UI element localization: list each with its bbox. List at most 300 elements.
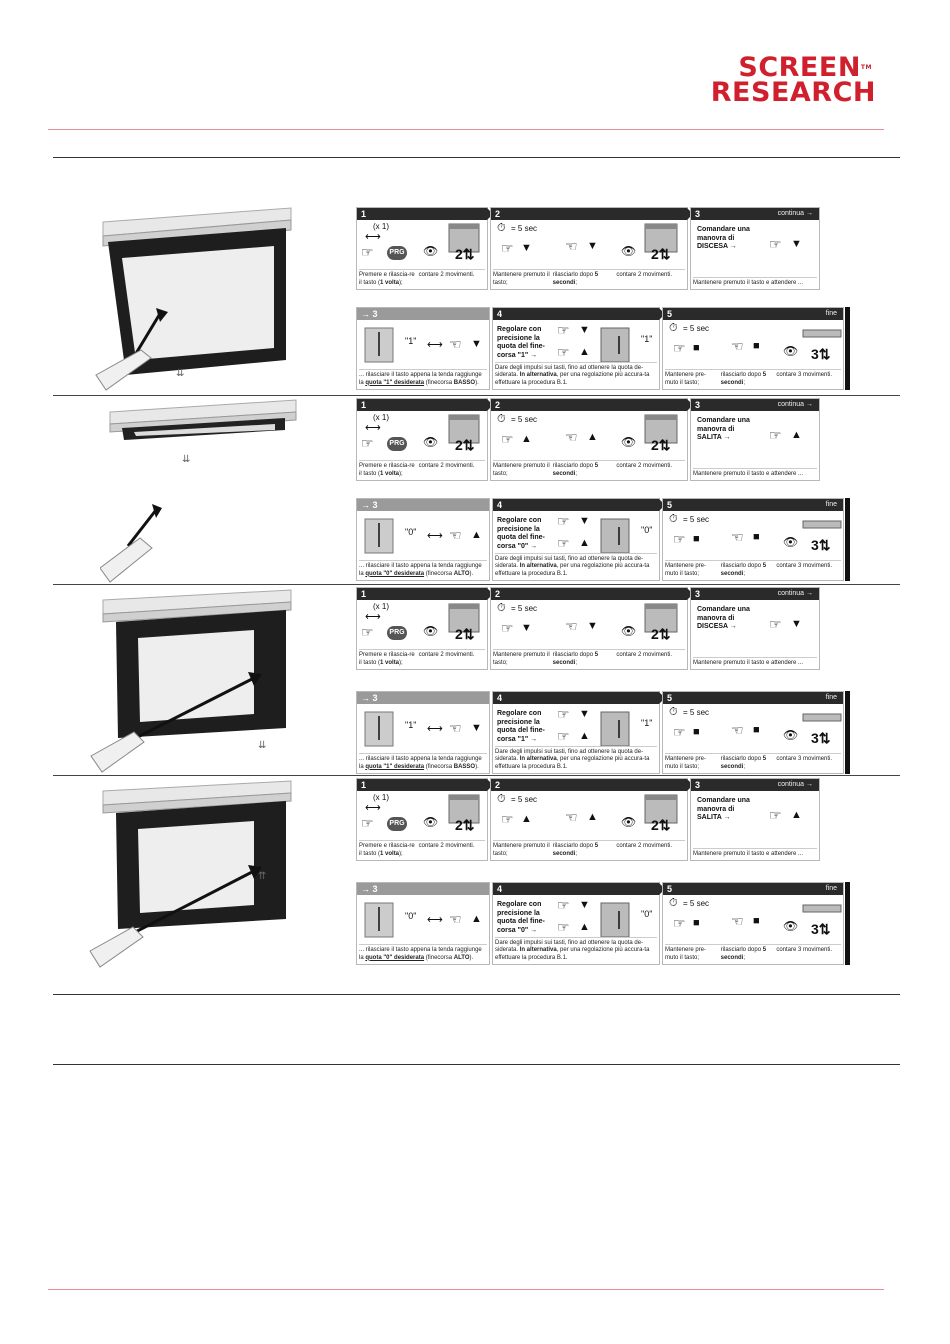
- screen-level-icon: [597, 708, 637, 750]
- double-arrow-icon: ⟷: [427, 339, 443, 351]
- step-4-icons: [495, 513, 657, 557]
- continue-label: continua →: [777, 401, 813, 408]
- caption-hold: Mantenere pre-muto il tasto;: [665, 947, 707, 961]
- press-count: (x 1): [373, 793, 389, 802]
- hand-press-icon: ☞: [769, 616, 782, 632]
- step-2-caption: [493, 460, 685, 478]
- step-3-icons: [693, 602, 817, 646]
- continue-label: continua →: [777, 590, 813, 597]
- timer-label: = 5 sec: [683, 899, 710, 908]
- step-number: [357, 588, 487, 600]
- step-3-caption: Mantenere premuto il tasto e attendere ...: [693, 277, 817, 288]
- panel-edge-bar: [845, 498, 850, 581]
- clock-icon: ⏱: [669, 513, 678, 525]
- step-number: [691, 399, 819, 411]
- step-3-instruction: Comandare una manovra di SALITA →: [697, 417, 750, 441]
- screen-level-icon: [597, 515, 637, 557]
- steps-row-top: [356, 587, 820, 670]
- step-3-instruction: Comandare una manovra di DISCESA →: [697, 606, 750, 630]
- caption-hold: Mantenere premuto il tasto;: [493, 652, 550, 666]
- hand-press-icon: ☞: [557, 344, 570, 360]
- hand-press-icon: ☞: [501, 240, 514, 256]
- caption-count: contare 2 movimenti.: [418, 463, 475, 469]
- step-5-icons: [665, 706, 841, 750]
- procedure-panel-3: [356, 587, 850, 774]
- procedure-panel-1: [356, 207, 850, 390]
- step-5-number: 5: [667, 693, 673, 703]
- step-3b-number: → 3: [361, 693, 378, 703]
- timer-label: = 5 sec: [511, 224, 538, 233]
- step-4-number: 4: [497, 500, 503, 510]
- steps-row-top: [356, 207, 820, 290]
- down-key-icon: ▼: [579, 708, 590, 720]
- caption-count: contare 3 movimenti.: [776, 372, 833, 378]
- caption-release: rilasciarlo dopo 5 secondi;: [720, 563, 767, 577]
- svg-text:⇊: ⇊: [176, 368, 185, 379]
- step-4-instruction: Regolare con precisione la quota del fine-corsa "0" →: [497, 901, 545, 934]
- step-3b-cell: [356, 307, 490, 390]
- direction-key-icon: ▼: [471, 722, 482, 734]
- eye-icon: 👁: [621, 815, 637, 829]
- step-number: [357, 308, 489, 320]
- step-5-cell: [662, 691, 844, 774]
- screen-illustration-3: [86, 588, 301, 774]
- logo-line-1: SCREEN: [738, 52, 861, 83]
- up-key-icon: ▲: [579, 921, 590, 933]
- step-3-caption: Mantenere premuto il tasto e attendere ...: [693, 848, 817, 859]
- step-5-cell: [662, 498, 844, 581]
- step-5-caption: [665, 753, 841, 771]
- eye-icon: 👁: [423, 624, 439, 638]
- stop-key-icon: ■: [693, 917, 700, 929]
- step-3b-cell: [356, 498, 490, 581]
- eye-icon: 👁: [783, 535, 799, 549]
- procedure-panel-2: [356, 398, 850, 581]
- screen-level-icon: [597, 324, 637, 366]
- step-1-caption: [359, 269, 485, 287]
- hand-release-icon: ☜: [731, 913, 744, 929]
- stop-key-icon: ■: [693, 726, 700, 738]
- hand-press-icon: ☞: [557, 513, 570, 529]
- step-2-number: 2: [495, 589, 501, 599]
- step-3b-caption: ... rilasciare il tasto appena la tenda raggiunge la quota "1" desiderata (finecorsa BASSO).: [359, 369, 487, 387]
- step-1-icons: [359, 602, 485, 646]
- step-1-caption: [359, 840, 485, 858]
- svg-text:⇊: ⇊: [258, 740, 267, 751]
- hand-release-icon: ☜: [449, 527, 462, 543]
- movement-count-icon: 2⇅: [455, 626, 475, 642]
- up-key-icon: ▲: [579, 537, 590, 549]
- hand-release-icon: ☜: [731, 338, 744, 354]
- caption-release: rilasciarlo dopo 5 secondi;: [720, 372, 767, 386]
- step-4-number: 4: [497, 884, 503, 894]
- step-number: [357, 208, 487, 220]
- step-1-icons: [359, 222, 485, 266]
- direction-key-icon: ▲: [587, 431, 598, 443]
- step-4-cell: [492, 498, 660, 581]
- continue-label: continua →: [777, 210, 813, 217]
- movement-count-icon: 2⇅: [651, 437, 671, 453]
- limit-mark: "1": [641, 718, 653, 728]
- prg-key: PRG: [387, 626, 407, 640]
- direction-key-icon: ▼: [471, 338, 482, 350]
- step-1-number: 1: [361, 400, 367, 410]
- clock-icon: ⏱: [497, 793, 506, 805]
- clock-icon: ⏱: [497, 602, 506, 614]
- up-key-icon: ▲: [579, 346, 590, 358]
- roller-icon: [801, 708, 845, 728]
- step-1-cell: [356, 207, 488, 290]
- step-number: [357, 499, 489, 511]
- footer-red-rule: [48, 1289, 884, 1290]
- screen-level-icon: [363, 515, 407, 557]
- hand-release-icon: ☜: [565, 618, 578, 634]
- direction-key-icon: ▲: [521, 433, 532, 445]
- step-5-cell: [662, 882, 844, 965]
- step-number: [493, 499, 659, 511]
- step-3b-icons: [359, 322, 487, 366]
- step-1-number: 1: [361, 589, 367, 599]
- hand-press-icon: ☞: [361, 815, 374, 831]
- step-1-cell: [356, 778, 488, 861]
- end-label: fine: [825, 310, 837, 317]
- step-number: [691, 588, 819, 600]
- eye-icon: 👁: [423, 435, 439, 449]
- stop-key-icon: ■: [693, 533, 700, 545]
- step-4-instruction: Regolare con precisione la quota del fine-corsa "0" →: [497, 517, 545, 550]
- step-3b-cell: [356, 882, 490, 965]
- caption-count: contare 2 movimenti.: [616, 272, 673, 278]
- steps-row-bottom: [356, 307, 850, 390]
- step-5-caption: [665, 369, 841, 387]
- steps-row-bottom: [356, 691, 850, 774]
- panel-edge-bar: [845, 882, 850, 965]
- limit-mark: "0": [405, 527, 417, 537]
- caption-count: contare 2 movimenti.: [616, 843, 673, 849]
- step-2-icons: [493, 222, 685, 266]
- caption-count: contare 2 movimenti.: [418, 652, 475, 658]
- stop-key-icon: ■: [753, 724, 760, 736]
- hand-press-icon: ☞: [557, 897, 570, 913]
- step-number: [493, 308, 659, 320]
- step-3-number: 3: [695, 209, 701, 219]
- step-3-number: 3: [695, 400, 701, 410]
- limit-mark: "1": [405, 336, 417, 346]
- step-4-caption: Dare degli impulsi sui tasti, fino ad ottenere la quota de-siderata. In alternativa, per una regolazione più accura-ta effettuare la procedura B.1.: [495, 553, 657, 579]
- step-number: [491, 399, 687, 411]
- eye-icon: 👁: [423, 815, 439, 829]
- step-4-cell: [492, 307, 660, 390]
- step-3b-number: → 3: [361, 309, 378, 319]
- step-5-number: 5: [667, 309, 673, 319]
- step-4-icons: [495, 897, 657, 941]
- hand-press-icon: ☞: [673, 724, 686, 740]
- clock-icon: ⏱: [669, 897, 678, 909]
- hand-press-icon: ☞: [501, 431, 514, 447]
- step-4-instruction: Regolare con precisione la quota del fine-corsa "1" →: [497, 326, 545, 359]
- double-arrow-icon: ⟷: [365, 611, 381, 623]
- step-2-cell: [490, 778, 688, 861]
- step-4-icons: [495, 322, 657, 366]
- step-4-cell: [492, 691, 660, 774]
- direction-key-icon: ▲: [791, 809, 802, 821]
- caption-hold: Mantenere premuto il tasto;: [493, 843, 550, 857]
- stop-key-icon: ■: [753, 531, 760, 543]
- limit-mark: "1": [641, 334, 653, 344]
- step-2-icons: [493, 602, 685, 646]
- caption-count: contare 2 movimenti.: [418, 843, 475, 849]
- step-number: [493, 692, 659, 704]
- caption-release: rilasciarlo dopo 5 secondi;: [552, 843, 599, 857]
- double-arrow-icon: ⟷: [365, 231, 381, 243]
- step-1-cell: [356, 398, 488, 481]
- step-5-number: 5: [667, 500, 673, 510]
- screen-illustration-4: [78, 779, 301, 969]
- caption-hold: Mantenere pre-muto il tasto;: [665, 756, 707, 770]
- timer-label: = 5 sec: [511, 604, 538, 613]
- step-4-instruction: Regolare con precisione la quota del fine-corsa "1" →: [497, 710, 545, 743]
- limit-mark: "0": [641, 525, 653, 535]
- direction-key-icon: ▼: [521, 622, 532, 634]
- caption-release: rilasciarlo dopo 5 secondi;: [552, 652, 599, 666]
- bottom-black-rule-1: [53, 994, 900, 995]
- hand-release-icon: ☜: [449, 336, 462, 352]
- eye-icon: 👁: [783, 919, 799, 933]
- steps-row-bottom: [356, 498, 850, 581]
- hand-press-icon: ☞: [361, 244, 374, 260]
- double-arrow-icon: ⟷: [365, 802, 381, 814]
- hand-press-icon: ☞: [557, 535, 570, 551]
- step-3-cell: [690, 778, 820, 861]
- screen-illustration-1: [86, 200, 301, 395]
- brand-logo: [656, 52, 876, 108]
- timer-label: = 5 sec: [511, 415, 538, 424]
- step-5-caption: [665, 944, 841, 962]
- step-3-icons: [693, 222, 817, 266]
- hand-press-icon: ☞: [769, 236, 782, 252]
- caption-hold: Mantenere premuto il tasto;: [493, 463, 550, 477]
- step-3-cell: [690, 587, 820, 670]
- step-5-caption: [665, 560, 841, 578]
- movement-count-icon: 3⇅: [811, 730, 831, 746]
- movement-count-icon: 2⇅: [455, 437, 475, 453]
- movement-count-icon: 2⇅: [455, 246, 475, 262]
- step-3-instruction: Comandare una manovra di DISCESA →: [697, 226, 750, 250]
- step-number: [663, 499, 843, 511]
- hand-press-icon: ☞: [557, 322, 570, 338]
- down-key-icon: ▼: [579, 515, 590, 527]
- step-3b-icons: [359, 897, 487, 941]
- caption-release: rilasciarlo dopo 5 secondi;: [720, 947, 767, 961]
- step-2-caption: [493, 840, 685, 858]
- limit-mark: "0": [641, 909, 653, 919]
- hand-release-icon: ☜: [565, 238, 578, 254]
- step-1-number: 1: [361, 209, 367, 219]
- direction-key-icon: ▼: [791, 618, 802, 630]
- movement-count-icon: 2⇅: [651, 626, 671, 642]
- step-3-caption: Mantenere premuto il tasto e attendere ...: [693, 468, 817, 479]
- end-label: fine: [825, 885, 837, 892]
- step-number: [663, 308, 843, 320]
- hand-press-icon: ☞: [557, 919, 570, 935]
- step-4-caption: Dare degli impulsi sui tasti, fino ad ottenere la quota de-siderata. In alternativa, per una regolazione più accura-ta effettuare la procedura B.1.: [495, 937, 657, 963]
- step-number: [357, 399, 487, 411]
- step-number: [357, 883, 489, 895]
- eye-icon: 👁: [423, 244, 439, 258]
- hand-press-icon: ☞: [501, 811, 514, 827]
- movement-count-icon: 3⇅: [811, 537, 831, 553]
- eye-icon: 👁: [783, 728, 799, 742]
- step-2-number: 2: [495, 209, 501, 219]
- section-divider-3: [53, 775, 900, 776]
- hand-press-icon: ☞: [557, 706, 570, 722]
- step-2-cell: [490, 207, 688, 290]
- caption-release: rilasciarlo dopo 5 secondi;: [552, 272, 599, 286]
- caption-press: Premere e rilascia-re il tasto (1 volta);: [359, 843, 415, 857]
- end-label: fine: [825, 501, 837, 508]
- remote-control-icon: [100, 538, 152, 582]
- panel-edge-bar: [845, 691, 850, 774]
- step-number: [691, 779, 819, 791]
- direction-key-icon: ▼: [791, 238, 802, 250]
- caption-count: contare 2 movimenti.: [616, 463, 673, 469]
- direction-key-icon: ▼: [587, 240, 598, 252]
- remote-control-icon: [90, 927, 143, 967]
- step-3-icons: [693, 793, 817, 837]
- step-3b-number: → 3: [361, 884, 378, 894]
- top-black-rule: [53, 157, 900, 158]
- step-4-icons: [495, 706, 657, 750]
- clock-icon: ⏱: [669, 706, 678, 718]
- down-key-icon: ▼: [579, 324, 590, 336]
- step-number: [357, 692, 489, 704]
- hand-release-icon: ☜: [449, 720, 462, 736]
- procedure-panel-4: [356, 778, 850, 965]
- step-1-cell: [356, 587, 488, 670]
- timer-label: = 5 sec: [683, 515, 710, 524]
- step-3-number: 3: [695, 780, 701, 790]
- step-1-number: 1: [361, 780, 367, 790]
- hand-press-icon: ☞: [673, 531, 686, 547]
- direction-key-icon: ▼: [521, 242, 532, 254]
- down-key-icon: ▼: [579, 899, 590, 911]
- continue-label: continua →: [777, 781, 813, 788]
- step-5-cell: [662, 307, 844, 390]
- direction-key-icon: ▼: [587, 620, 598, 632]
- direction-key-icon: ▲: [471, 913, 482, 925]
- hand-release-icon: ☜: [449, 911, 462, 927]
- caption-hold: Mantenere premuto il tasto;: [493, 272, 550, 286]
- caption-count: contare 2 movimenti.: [418, 272, 475, 278]
- caption-release: rilasciarlo dopo 5 secondi;: [552, 463, 599, 477]
- caption-hold: Mantenere pre-muto il tasto;: [665, 563, 707, 577]
- steps-row-top: [356, 778, 820, 861]
- step-4-number: 4: [497, 309, 503, 319]
- caption-press: Premere e rilascia-re il tasto (1 volta);: [359, 272, 415, 286]
- step-2-caption: [493, 269, 685, 287]
- hand-release-icon: ☜: [731, 722, 744, 738]
- hand-release-icon: ☜: [565, 809, 578, 825]
- hand-press-icon: ☞: [769, 427, 782, 443]
- eye-icon: 👁: [621, 435, 637, 449]
- step-3-caption: Mantenere premuto il tasto e attendere ...: [693, 657, 817, 668]
- step-number: [663, 883, 843, 895]
- movement-count-icon: 3⇅: [811, 346, 831, 362]
- step-number: [491, 779, 687, 791]
- step-number: [663, 692, 843, 704]
- section-divider-1: [53, 395, 900, 396]
- caption-release: rilasciarlo dopo 5 secondi;: [720, 756, 767, 770]
- screen-level-icon: [597, 899, 637, 941]
- timer-label: = 5 sec: [683, 324, 710, 333]
- step-number: [691, 208, 819, 220]
- direction-key-icon: ▲: [471, 529, 482, 541]
- step-number: [493, 883, 659, 895]
- step-3-instruction: Comandare una manovra di SALITA →: [697, 797, 750, 821]
- prg-key: PRG: [387, 437, 407, 451]
- panel-edge-bar: [845, 307, 850, 390]
- movement-count-icon: 3⇅: [811, 921, 831, 937]
- section-divider-2: [53, 584, 900, 585]
- caption-count: contare 3 movimenti.: [776, 563, 833, 569]
- stop-key-icon: ■: [753, 915, 760, 927]
- step-2-icons: [493, 793, 685, 837]
- step-1-icons: [359, 793, 485, 837]
- timer-label: = 5 sec: [683, 708, 710, 717]
- step-1-icons: [359, 413, 485, 457]
- step-3b-icons: [359, 706, 487, 750]
- hand-release-icon: ☜: [731, 529, 744, 545]
- step-number: [491, 588, 687, 600]
- direction-key-icon: ▲: [521, 813, 532, 825]
- step-2-cell: [490, 587, 688, 670]
- header-red-rule: [48, 129, 884, 130]
- eye-icon: 👁: [621, 244, 637, 258]
- caption-count: contare 3 movimenti.: [776, 756, 833, 762]
- step-1-caption: [359, 460, 485, 478]
- movement-count-icon: 2⇅: [651, 817, 671, 833]
- steps-row-top: [356, 398, 820, 481]
- logo-trademark: TM: [860, 64, 872, 71]
- bottom-black-rule-2: [53, 1064, 900, 1065]
- step-5-icons: [665, 897, 841, 941]
- step-3b-caption: ... rilasciare il tasto appena la tenda raggiunge la quota "0" desiderata (finecorsa ALTO).: [359, 560, 487, 578]
- step-2-caption: [493, 649, 685, 667]
- step-4-cell: [492, 882, 660, 965]
- step-2-cell: [490, 398, 688, 481]
- step-3-cell: [690, 207, 820, 290]
- caption-hold: Mantenere pre-muto il tasto;: [665, 372, 707, 386]
- step-3b-caption: ... rilasciare il tasto appena la tenda raggiunge la quota "1" desiderata (finecorsa BASSO).: [359, 753, 487, 771]
- step-5-icons: [665, 513, 841, 557]
- step-2-number: 2: [495, 780, 501, 790]
- hand-press-icon: ☞: [673, 340, 686, 356]
- hand-press-icon: ☞: [501, 620, 514, 636]
- remote-control-icon: [91, 732, 144, 772]
- roller-icon: [801, 899, 845, 919]
- step-4-caption: Dare degli impulsi sui tasti, fino ad ottenere la quota de-siderata. In alternativa, per una regolazione più accura-ta effettuare la procedura B.1.: [495, 362, 657, 388]
- step-number: [491, 208, 687, 220]
- stop-key-icon: ■: [693, 342, 700, 354]
- prg-key: PRG: [387, 246, 407, 260]
- roller-icon: [801, 515, 845, 535]
- hand-press-icon: ☞: [361, 435, 374, 451]
- screen-level-icon: [363, 708, 407, 750]
- hand-release-icon: ☜: [565, 429, 578, 445]
- press-count: (x 1): [373, 602, 389, 611]
- hand-press-icon: ☞: [361, 624, 374, 640]
- end-label: fine: [825, 694, 837, 701]
